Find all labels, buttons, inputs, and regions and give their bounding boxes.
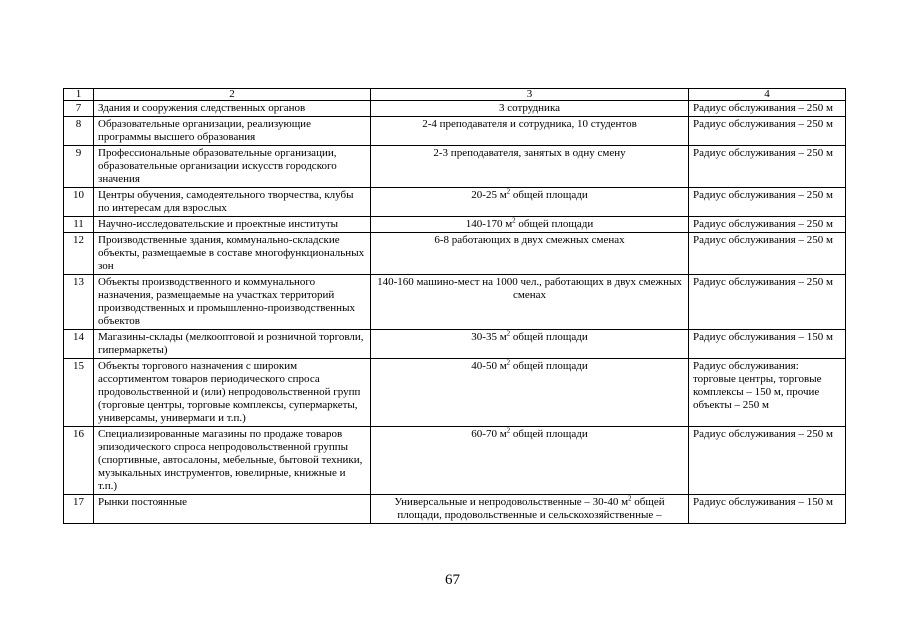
row-number: 7 [64, 101, 94, 117]
row-number: 8 [64, 117, 94, 146]
norm-cell: 2-4 преподавателя и сотрудника, 10 студентов [371, 117, 689, 146]
radius-cell: Радиус обслуживания – 250 м [689, 217, 846, 233]
table-row [64, 275, 846, 330]
superscript: 2 [628, 494, 632, 503]
superscript: 2 [506, 329, 511, 338]
table-row [64, 330, 846, 359]
norm-value: 140-170 м [465, 218, 513, 230]
object-cell: Здания и сооружения следственных органов [94, 101, 371, 117]
norm-value: 20-25 м [471, 189, 507, 201]
row-number: 14 [64, 330, 94, 359]
table-row [64, 217, 846, 233]
row-number: 15 [64, 359, 94, 427]
norm-cell [371, 359, 689, 427]
radius-cell: Радиус обслуживания – 150 м [689, 495, 846, 524]
object-cell: Образовательные организации, реализующие программы высшего образования [94, 117, 371, 146]
norm-cell [371, 217, 689, 233]
row-number: 10 [64, 188, 94, 217]
radius-cell: Радиус обслуживания: торговые центры, торговые комплексы – 150 м, прочие объекты – 250 м [689, 359, 846, 427]
superscript: 2 [506, 426, 511, 435]
norm-cell: 2-3 преподавателя, занятых в одну смену [371, 146, 689, 188]
page-number: 67 [445, 572, 460, 588]
norm-unit: общей площади [515, 218, 594, 230]
radius-cell: Радиус обслуживания – 250 м [689, 188, 846, 217]
norm-unit: общей площади [510, 428, 588, 440]
row-number: 13 [64, 275, 94, 330]
norm-cell: 140-160 машино-мест на 1000 чел., работающих в двух смежных сменах [371, 275, 689, 330]
norm-unit: общей площади, продовольственные и сельскохозяйственные – [397, 496, 665, 521]
header-cell-4: 4 [689, 89, 846, 101]
norm-value: Универсальные и непродовольственные – 30-40 м [394, 496, 629, 508]
object-cell: Рынки постоянные [94, 495, 371, 524]
norm-cell [371, 330, 689, 359]
object-cell: Центры обучения, самодеятельного творчества, клубы по интересам для взрослых [94, 188, 371, 217]
radius-cell: Радиус обслуживания – 150 м [689, 330, 846, 359]
radius-cell: Радиус обслуживания – 250 м [689, 146, 846, 188]
table-row [64, 117, 846, 146]
norm-unit: общей площади [510, 189, 588, 201]
object-cell: Объекты производственного и коммунального назначения, размещаемые на участках территорий производственных и промышленно-производственных объектов [94, 275, 371, 330]
norm-cell [371, 188, 689, 217]
object-cell: Магазины-склады (мелкооптовой и розничной торговли, гипермаркеты) [94, 330, 371, 359]
row-number: 12 [64, 233, 94, 275]
norm-unit: общей площади [510, 360, 588, 372]
radius-cell: Радиус обслуживания – 250 м [689, 101, 846, 117]
header-cell-2: 2 [94, 89, 371, 101]
norm-cell: 3 сотрудника [371, 101, 689, 117]
radius-cell: Радиус обслуживания – 250 м [689, 233, 846, 275]
norm-value: 30-35 м [471, 331, 507, 343]
object-cell: Объекты торгового назначения с широким ассортиментом товаров периодического спроса продовольственной и (или) непродовольственной групп (торговые центры, торговые комплексы, супермаркеты, универсамы, универмаги и т.п.) [94, 359, 371, 427]
radius-cell: Радиус обслуживания – 250 м [689, 275, 846, 330]
object-cell: Специализированные магазины по продаже товаров эпизодического спроса непродовольственной группы (спортивные, автосалоны, мебельные, бытовой техники, музыкальных инструментов, ювелирные, книжные и т.п.) [94, 427, 371, 495]
row-number: 17 [64, 495, 94, 524]
table-row [64, 101, 846, 117]
norm-value: 60-70 м [471, 428, 507, 440]
object-cell: Производственные здания, коммунально-складские объекты, размещаемые в составе многофункциональных зон [94, 233, 371, 275]
object-cell: Профессиональные образовательные организации, образовательные организации искусств городского значения [94, 146, 371, 188]
norm-cell [371, 495, 689, 524]
row-number: 16 [64, 427, 94, 495]
table-row [64, 146, 846, 188]
table-row [64, 233, 846, 275]
norm-unit: общей площади [510, 331, 588, 343]
table-row [64, 359, 846, 427]
radius-cell: Радиус обслуживания – 250 м [689, 117, 846, 146]
norm-cell: 6-8 работающих в двух смежных сменах [371, 233, 689, 275]
table-header-row [64, 89, 846, 101]
header-cell-1: 1 [64, 89, 94, 101]
superscript: 2 [506, 358, 511, 367]
superscript: 2 [512, 216, 516, 225]
table-row [64, 427, 846, 495]
superscript: 2 [506, 187, 511, 196]
row-number: 9 [64, 146, 94, 188]
object-cell: Научно-исследовательские и проектные институты [94, 217, 371, 233]
header-cell-3: 3 [371, 89, 689, 101]
radius-cell: Радиус обслуживания – 250 м [689, 427, 846, 495]
table-row [64, 495, 846, 524]
table-row [64, 188, 846, 217]
norm-cell [371, 427, 689, 495]
row-number: 11 [64, 217, 94, 233]
norm-value: 40-50 м [471, 360, 507, 372]
standards-table [63, 88, 846, 524]
